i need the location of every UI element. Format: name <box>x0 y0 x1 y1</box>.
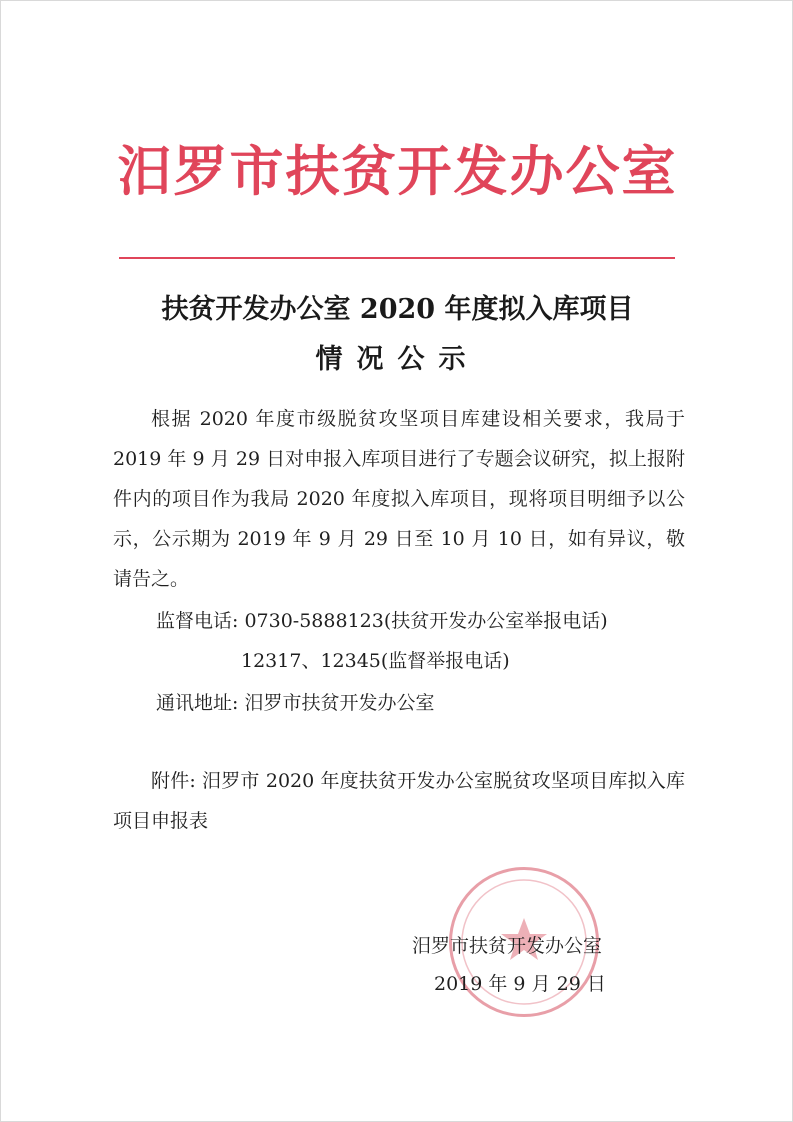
signature-org: 汨罗市扶贫开发办公室 <box>412 935 603 957</box>
body-paragraph: 根据 2020 年度市级脱贫攻坚项目库建设相关要求，我局于 2019 年 9 月 29 日对申报入库项目进行了专题会议研究，拟上报附件内的项目作为我局 2020 年度拟入库项目，现将项目明细予以公示，公示期为 2019 年 9 月 29 日至 10 月 10 日，如有异议，敬请告之。 <box>113 408 685 590</box>
org-header-title: 汨罗市扶贫开发办公室 <box>117 140 678 203</box>
document-title-line1: 扶贫开发办公室 2020 年度拟入库项目 <box>161 294 634 325</box>
supervision-phone-line-2: 12317、12345(监督举报电话) <box>241 650 510 672</box>
attachment-note: 附件: 汨罗市 2020 年度扶贫开发办公室脱贫攻坚项目库拟入库项目申报表 <box>113 770 685 832</box>
supervision-phone-line: 监督电话: 0730-5888123(扶贫开发办公室举报电话) <box>156 610 608 632</box>
address-line: 通讯地址: 汨罗市扶贫开发办公室 <box>156 692 435 714</box>
red-divider-rule <box>119 257 675 259</box>
signature-date: 2019 年 9 月 29 日 <box>434 973 606 995</box>
document-title-line2: 情况公示 <box>315 344 480 375</box>
